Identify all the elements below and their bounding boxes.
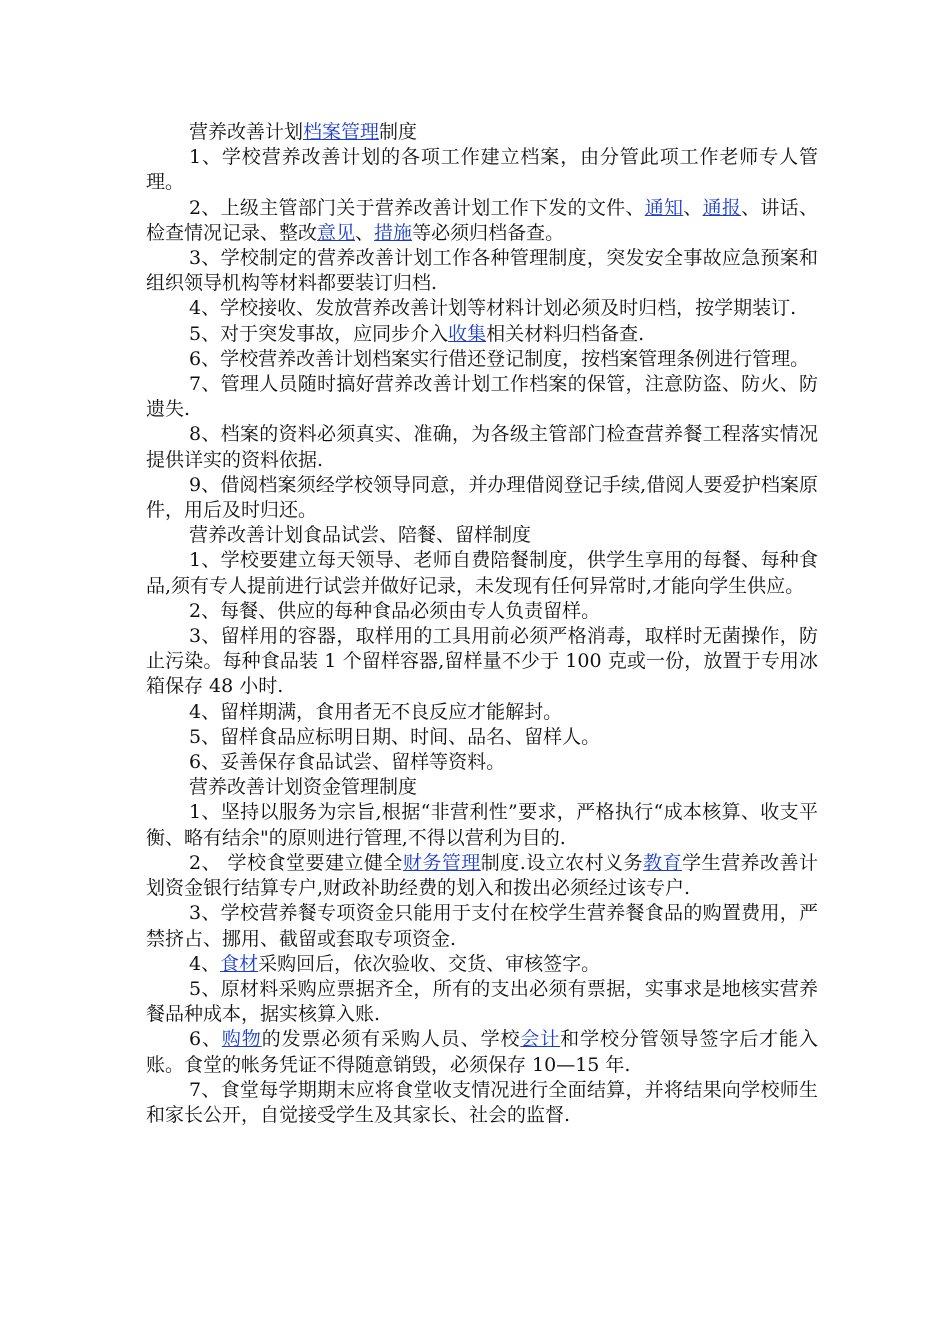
archive-item-4 — [146, 296, 818, 321]
paragraph-text: 4、留样期满，食用者无不良反应才能解封。 — [189, 700, 563, 723]
paragraph-text: 7、食堂每学期期末应将食堂收支情况进行全面结算，并将结果向学校师生和家长公开，自觉接受学生及其家长、社会的监督. — [146, 1078, 818, 1126]
paragraph-text: 7、管理人员随时搞好营养改善计划工作档案的保管，注意防盗、防火、防遗失. — [146, 373, 818, 421]
paragraph-text: 4、 — [189, 952, 221, 975]
title-fund-management — [146, 775, 818, 800]
paragraph-text: 8、档案的资料必须真实、准确，为各级主管部门检查营养餐工程落实情况提供详实的资料依据. — [146, 423, 818, 471]
fund-item-4 — [146, 952, 818, 977]
hyperlink[interactable]: 教育 — [643, 851, 683, 874]
paragraph-text: 采购回后，依次验收、交货、审核签字。 — [258, 952, 601, 975]
paragraph-text: 3、留样用的容器，取样用的工具用前必须严格消毒，取样时无菌操作，防止污染。每种食品装 1 个留样容器,留样量不少于 100 克或一份，放置于专用冰箱保存 48 小时. — [146, 625, 818, 698]
paragraph-text: 、讲话、检查情况记录、整改 — [146, 196, 818, 244]
paragraph-text: 等必须归档备查。 — [412, 221, 565, 244]
paragraph-text: 9、借阅档案须经学校领导同意，并办理借阅登记手续,借阅人要爱护档案原件，用后及时归还。 — [146, 473, 818, 522]
hyperlink[interactable]: 通知 — [644, 196, 684, 219]
paragraph-text: 5、原材料采购应票据齐全，所有的支出必须有票据，实事求是地核实营养餐品种成本，据实核算入账. — [146, 977, 818, 1026]
paragraph-text: 制度 — [379, 121, 418, 143]
archive-item-3 — [146, 246, 818, 296]
paragraph-text: 的发票必须有采购人员、学校 — [261, 1028, 521, 1051]
tasting-item-5 — [146, 725, 818, 750]
paragraph-text: 3、学校制定的营养改善计划工作各种管理制度，突发安全事故应急预案和组织领导机构等材料都要装订归档. — [146, 247, 818, 295]
fund-item-6 — [146, 1027, 818, 1077]
paragraph-text: 1、学校要建立每天领导、老师自费陪餐制度，供学生享用的每餐、每种食品,须有专人提前进行试尝并做好记录，未发现有任何异常时,才能向学生供应。 — [146, 549, 818, 597]
hyperlink[interactable]: 通报 — [702, 196, 742, 219]
paragraph-text: 2、 学校食堂要建立健全 — [189, 851, 403, 874]
tasting-item-1 — [146, 548, 818, 598]
paragraph-text: 制度.设立农村义务 — [480, 851, 644, 874]
archive-item-1 — [146, 145, 818, 195]
archive-item-9 — [146, 473, 818, 523]
paragraph-text: 、 — [355, 221, 375, 244]
paragraph-text: 营养改善计划 — [189, 121, 304, 143]
tasting-item-2 — [146, 599, 818, 624]
hyperlink[interactable]: 档案管理 — [303, 121, 380, 143]
paragraph-text: 相关材料归档备查. — [486, 322, 645, 345]
paragraph-text: 5、对于突发事故，应同步介入 — [189, 322, 449, 345]
hyperlink[interactable]: 收集 — [448, 322, 487, 345]
hyperlink[interactable]: 食材 — [220, 952, 259, 975]
paragraph-text: 2、每餐、供应的每种食品必须由专人负责留样。 — [189, 599, 601, 622]
hyperlink[interactable]: 措施 — [374, 221, 413, 244]
fund-item-3 — [146, 901, 818, 951]
paragraph-text: 营养改善计划食品试尝、陪餐、留样制度 — [189, 524, 532, 547]
fund-item-7 — [146, 1078, 818, 1128]
fund-item-5 — [146, 977, 818, 1027]
archive-item-5 — [146, 322, 818, 347]
archive-item-6 — [146, 347, 818, 372]
tasting-item-3 — [146, 624, 818, 700]
paragraph-text: 5、留样食品应标明日期、时间、品名、留样人。 — [189, 725, 601, 748]
paragraph-text: 1、学校营养改善计划的各项工作建立档案，由分管此项工作老师专人管理。 — [146, 146, 818, 194]
paragraph-text: 和学校分管领导签字后才能入账。食堂的帐务凭证不得随意销毁，必须保存 10—15 年. — [146, 1028, 818, 1076]
paragraph-text: 营养改善计划资金管理制度 — [189, 776, 418, 799]
archive-item-2 — [146, 196, 818, 246]
fund-item-1 — [146, 800, 818, 850]
paragraph-text: 4、学校接收、发放营养改善计划等材料计划必须及时归档，按学期装订. — [189, 297, 797, 320]
paragraph-text: 学生营养改善计划资金银行结算专户,财政补助经费的划入和拨出必须经过该专户. — [146, 851, 818, 900]
paragraph-text: 1、坚持以服务为宗旨,根据“非营利性”要求，严格执行“成本核算、收支平衡、略有结余"的原则进行管理,不得以营利为目的. — [146, 801, 818, 849]
archive-item-7 — [146, 372, 818, 422]
fund-item-2 — [146, 851, 818, 901]
paragraph-text: 、 — [683, 196, 703, 219]
hyperlink[interactable]: 财务管理 — [402, 851, 481, 874]
document-body — [146, 120, 818, 1128]
tasting-item-4 — [146, 700, 818, 725]
hyperlink[interactable]: 会计 — [520, 1028, 561, 1051]
tasting-item-6 — [146, 750, 818, 775]
paragraph-text: 6、学校营养改善计划档案实行借还登记制度，按档案管理条例进行管理。 — [189, 347, 810, 370]
paragraph-text: 3、学校营养餐专项资金只能用于支付在校学生营养餐食品的购置费用，严禁挤占、挪用、截留或套取专项资金. — [146, 902, 818, 950]
hyperlink[interactable]: 购物 — [221, 1028, 262, 1051]
archive-item-8 — [146, 422, 818, 472]
title-archive-management — [146, 120, 818, 145]
title-food-tasting — [146, 523, 818, 548]
paragraph-text: 6、 — [189, 1028, 222, 1051]
paragraph-text: 2、上级主管部门关于营养改善计划工作下发的文件、 — [189, 196, 645, 219]
hyperlink[interactable]: 意见 — [317, 221, 356, 244]
paragraph-text: 6、妥善保存食品试尝、留样等资料。 — [189, 751, 506, 774]
